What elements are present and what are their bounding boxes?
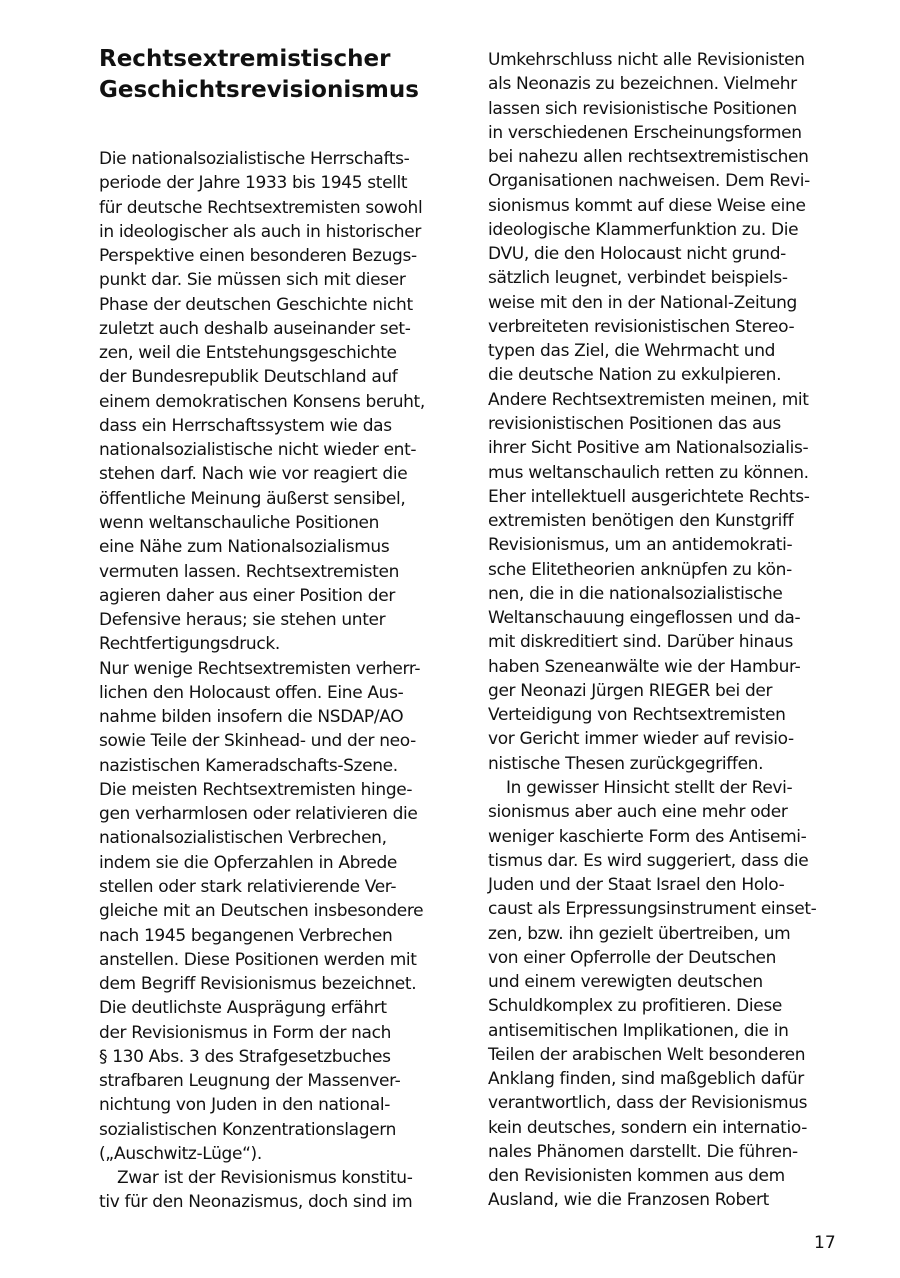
text-line: Defensive heraus; sie stehen unter (99, 610, 386, 631)
text-line: öffentliche Meinung äußerst sensibel, (99, 488, 406, 509)
text-line: sowie Teile der Skinhead- und der neo- (99, 731, 416, 752)
text-line: wenn weltanschauliche Positionen (99, 512, 380, 533)
text-line: ihrer Sicht Positive am Nationalsozialis- (488, 438, 809, 459)
text-line: stehen darf. Nach wie vor reagiert die (99, 464, 408, 485)
text-line: nationalsozialistische nicht wieder ent- (99, 440, 417, 461)
text-line: nen, die in die nationalsozialistische (488, 583, 783, 604)
text-line: weise mit den in der National-Zeitung (488, 292, 797, 313)
text-line: dem Begriff Revisionismus bezeichnet. (99, 974, 417, 995)
text-line: als Neonazis zu bezeichnen. Vielmehr (488, 74, 797, 95)
text-line: verantwortlich, dass der Revisionismus (488, 1093, 808, 1114)
text-line: kein deutsches, sondern ein internatio- (488, 1117, 807, 1138)
text-line: nach 1945 begangenen Verbrechen (99, 925, 393, 946)
text-line: stellen oder stark relativierende Ver- (99, 876, 397, 897)
text-line: Ausland, wie die Franzosen Robert (488, 1190, 769, 1211)
text-line: Juden und der Staat Israel den Holo- (488, 875, 785, 896)
left-text-column (99, 147, 479, 1215)
text-line: zen, weil die Entstehungsgeschichte (99, 343, 397, 364)
text-line: typen das Ziel, die Wehrmacht und (488, 341, 776, 362)
text-line: Zwar ist der Revisionismus konstitu- (117, 1168, 413, 1189)
text-line: gleiche mit an Deutschen insbesondere (99, 901, 424, 922)
text-line: Teilen der arabischen Welt besonderen (488, 1044, 806, 1065)
heading-line: Rechtsextremistischer (99, 46, 391, 72)
page-number: 17 (814, 1233, 836, 1253)
text-line: Revisionismus, um an antidemokrati- (488, 535, 793, 556)
text-line: punkt dar. Sie müssen sich mit dieser (99, 270, 406, 291)
text-line: der Bundesrepublik Deutschland auf (99, 367, 398, 388)
text-line: tismus dar. Es wird suggeriert, dass die (488, 850, 809, 871)
text-line: Nur wenige Rechtsextremisten verherr- (99, 658, 421, 679)
text-line: den Revisionisten kommen aus dem (488, 1166, 785, 1187)
text-line: sionismus kommt auf diese Weise eine (488, 195, 806, 216)
right-text-column (488, 48, 868, 1213)
text-line: nazistischen Kameradschafts-Szene. (99, 755, 398, 776)
text-line: vor Gericht immer wieder auf revisio- (488, 729, 794, 750)
text-line: verbreiteten revisionistischen Stereo- (488, 316, 795, 337)
text-line: DVU, die den Holocaust nicht grund- (488, 244, 786, 265)
text-line: extremisten benötigen den Kunstgriff (488, 511, 794, 532)
text-line: In gewisser Hinsicht stellt der Revi- (506, 777, 793, 798)
text-line: Phase der deutschen Geschichte nicht (99, 294, 413, 315)
text-line: Perspektive einen besonderen Bezugs- (99, 246, 417, 267)
text-line: und einem verewigten deutschen (488, 972, 763, 993)
text-line: ideologische Klammerfunktion zu. Die (488, 219, 799, 240)
text-line: Die meisten Rechtsextremisten hinge- (99, 779, 413, 800)
text-line: antisemitischen Implikationen, die in (488, 1020, 789, 1041)
text-line: für deutsche Rechtsextremisten sowohl (99, 197, 423, 218)
text-line: („Auschwitz-Lüge“). (99, 1143, 262, 1164)
text-line: mit diskreditiert sind. Darüber hinaus (488, 632, 793, 653)
text-line: caust als Erpressungsinstrument einset- (488, 899, 817, 920)
text-line: nichtung von Juden in den national- (99, 1095, 390, 1116)
text-line: Die deutlichste Ausprägung erfährt (99, 998, 387, 1019)
section-heading (99, 44, 459, 106)
text-line: sionismus aber auch eine mehr oder (488, 802, 788, 823)
text-line: tiv für den Neonazismus, doch sind im (99, 1192, 413, 1213)
text-line: gen verharmlosen oder relativieren die (99, 804, 418, 825)
text-line: indem sie die Opferzahlen in Abrede (99, 852, 398, 873)
text-line: von einer Opferrolle der Deutschen (488, 947, 777, 968)
text-line: lassen sich revisionistische Positionen (488, 98, 797, 119)
text-line: nahme bilden insofern die NSDAP/AO (99, 707, 404, 728)
text-line: sätzlich leugnet, verbindet beispiels- (488, 268, 788, 289)
text-line: eine Nähe zum Nationalsozialismus (99, 537, 390, 558)
text-line: die deutsche Nation zu exkulpieren. (488, 365, 782, 386)
text-line: nales Phänomen darstellt. Die führen- (488, 1141, 798, 1162)
text-line: Organisationen nachweisen. Dem Revi- (488, 171, 810, 192)
text-line: Weltanschauung eingeflossen und da- (488, 608, 801, 629)
text-line: nationalsozialistischen Verbrechen, (99, 828, 387, 849)
text-line: revisionistischen Positionen das aus (488, 413, 781, 434)
text-line: strafbaren Leugnung der Massenver- (99, 1071, 401, 1092)
text-line: Andere Rechtsextremisten meinen, mit (488, 389, 809, 410)
text-line: sozialistischen Konzentrationslagern (99, 1119, 397, 1140)
text-line: haben Szeneanwälte wie der Hambur- (488, 656, 801, 677)
text-line: periode der Jahre 1933 bis 1945 stellt (99, 173, 408, 194)
text-line: Verteidigung von Rechtsextremisten (488, 705, 786, 726)
text-line: Eher intellektuell ausgerichtete Rechts- (488, 486, 810, 507)
text-line: lichen den Holocaust offen. Eine Aus- (99, 682, 404, 703)
text-line: der Revisionismus in Form der nach (99, 1022, 392, 1043)
text-line: sche Elitetheorien anknüpfen zu kön- (488, 559, 792, 580)
text-line: Umkehrschluss nicht alle Revisionisten (488, 50, 805, 70)
text-line: mus weltanschaulich retten zu können. (488, 462, 809, 483)
text-line: vermuten lassen. Rechtsextremisten (99, 561, 399, 582)
text-line: Die nationalsozialistische Herrschafts- (99, 149, 410, 169)
text-line: in verschiedenen Erscheinungsformen (488, 122, 802, 143)
text-line: bei nahezu allen rechtsextremistischen (488, 147, 809, 168)
text-line: ger Neonazi Jürgen RIEGER bei der (488, 680, 773, 701)
text-line: zen, bzw. ihn gezielt übertreiben, um (488, 923, 791, 944)
text-line: Schuldkomplex zu profitieren. Diese (488, 996, 782, 1017)
text-line: weniger kaschierte Form des Antisemi- (488, 826, 807, 847)
text-line: dass ein Herrschaftssystem wie das (99, 415, 392, 436)
text-line: in ideologischer als auch in historischer (99, 221, 421, 242)
text-line: zuletzt auch deshalb auseinander set- (99, 318, 411, 339)
text-line: § 130 Abs. 3 des Strafgesetzbuches (99, 1046, 391, 1067)
text-line: einem demokratischen Konsens beruht, (99, 391, 425, 412)
text-line: nistische Thesen zurückgegriffen. (488, 753, 764, 774)
text-line: Anklang finden, sind maßgeblich dafür (488, 1069, 804, 1090)
heading-line: Geschichtsrevisionismus (99, 77, 419, 103)
text-line: agieren daher aus einer Position der (99, 585, 395, 606)
text-line: anstellen. Diese Positionen werden mit (99, 949, 417, 970)
text-line: Rechtfertigungsdruck. (99, 634, 280, 655)
